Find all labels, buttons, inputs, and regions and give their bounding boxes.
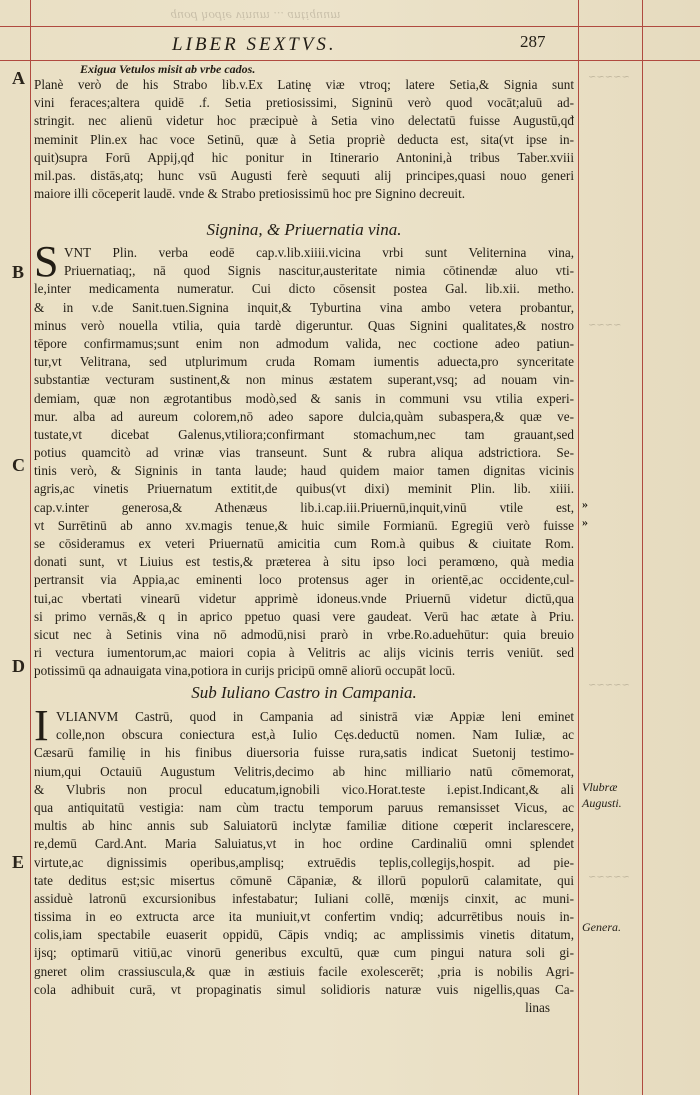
paragraph-2	[34, 237, 574, 681]
margin-note-genera: Genera.	[582, 920, 621, 934]
outer-rule	[642, 0, 643, 1095]
text-line: mur. alba ad aureum colorem,nō adeo sapore dulcia,quàm subaspera,& quæ ve-	[34, 408, 574, 424]
section-heading-signina: Signina, & Priuernatia vina.	[206, 220, 402, 239]
margin-mark: »	[582, 497, 588, 511]
running-head-title: LIBER SEXTVS.	[172, 34, 337, 55]
drop-cap-s: S	[34, 237, 59, 286]
text-line: qua antiquitatū vestigia: nam cùm tractu temporum paruus remansisset Vicus, ac	[34, 799, 574, 815]
page-number: 287	[520, 32, 546, 51]
text-line: tur,vt Velitrana, sed utplurimum cruda Romam iumentis aduecta,pro synceritate	[34, 354, 574, 370]
drop-cap-i: I	[34, 701, 49, 750]
text-line: colle,non obscura coniectura est,à Iulio Cęs.deductū nomen. Nam Iuliæ, ac	[56, 727, 574, 743]
show-through-mark: ~~~~~	[588, 72, 630, 83]
header-rule	[0, 60, 700, 61]
text-line: nium,qui Octauiū Augustum Velitris,decimo ab hinc milliario natū cōmemorat,	[34, 763, 574, 779]
text-line: agris,ac vinetis Priuernatum extitit,de quibus(vt dixi) meminit Plin. lib. xiiii.	[34, 481, 574, 497]
text-line: tinis verò, & Signinis in tanta laude; haud quidem maior tamen dignitas vicinis	[34, 463, 574, 479]
text-line: cola adhibuit curā, vt propaginatis simul solidioris naturæ vuis nigellis,quas Ca-	[34, 981, 574, 997]
margin-letter-d: D	[12, 656, 25, 676]
running-head	[150, 34, 670, 60]
text-line: cap.v.inter generosa,& Athenæus lib.i.cap.iii.Priuernū,inquit,vinū vtile est,	[34, 499, 574, 515]
text-line: minus verò nouella vtilia, quia tardè digeruntur. Quas Signini qualitates,& nostro	[34, 317, 574, 333]
text-line: & Vlubris non procul educatum,ignobili vico.Horat.teste i.epist.Indicant,& ali	[34, 781, 574, 797]
text-line: & in v.de Sanit.tuen.Signina inquit,& Tyburtina vina ambo vetera probantur,	[34, 299, 574, 315]
text-line: tēpore confirmamus;sunt enim non admodum valida, nec coctione adeo patiun-	[34, 335, 574, 351]
text-line: donati sunt, vt Liuius est testis,& præterea à situ ipso loci peramœno, quà media	[34, 554, 574, 570]
text-line: re,demū Card.Ant. Maria Saluiatus,vt in hoc ordine Cardinaliū omni splendet	[34, 836, 574, 852]
catchword: linas	[525, 1000, 550, 1015]
margin-letter-c: C	[12, 455, 25, 475]
margin-letter-e: E	[12, 852, 25, 872]
text-line: vini feraces;altera quidē .f. Setia pretiosissimi, Signinū verò quod vocāt;aluū ad-	[34, 95, 574, 111]
text-line: Planè verò de his Strabo lib.v.Ex Latinę viæ vtroq; latere Setia,& Signia sunt	[34, 77, 574, 92]
text-line: le,inter medicamenta numeratur. Cui dicto cōsensit postea Gal. lib.xii. metho.	[34, 281, 574, 297]
text-line: se cōsideramus ex veteri Priuernatū amicitia cum Rom.à quibus & ciuitate Rom.	[34, 536, 574, 551]
text-line: virtute,ac dignissimis operibus,amplisq; extruēdis teplis,collegijs,hospit. ad pie-	[34, 854, 574, 870]
text-line: sicut nec à Setinis vina nō admodū,nisi prarò in vrbe.Ro.aduehūtur: quia breuio	[34, 626, 574, 642]
text-line: Priuernatiaq;, nā quod Signis nascitur,austeritate nimia cōtinendæ aluo vti-	[64, 263, 574, 279]
text-line: ijsq; optimarū vitiū,ac vinorū generibus excultū, quæ cum pingui natura soli gi-	[34, 945, 574, 961]
paragraph-3	[34, 701, 574, 1017]
text-line: tui,ac vbertati vinearū videtur apprimè idoneus.vnde Priuernū videtur dictū,qua	[34, 590, 574, 606]
text-line: vt Surrētinū ab anno xv.magis tenue,& huic simile Formianū. Egregiū verò fuisse	[34, 517, 574, 533]
paragraph-1	[34, 76, 574, 203]
text-line: demiam, quæ non ægrotantibus modò,sed & sanis in communi vsu vtilia experi-	[34, 390, 574, 406]
margin-letter-a: A	[12, 68, 25, 88]
text-line: meminit Plin.ex hac voce Setinū, quæ à Setia propriè deducta est, sita(vt ipse in-	[34, 131, 574, 147]
text-line: potissimū qa adnauigata vina,potiora in curijs pricipū omnē aliorū occupāt locū.	[34, 663, 456, 679]
text-line: tustate,vt dicebat Galenus,vtiliora;confirmant stomachum,nec tam grauant,sed	[34, 426, 574, 442]
text-line: colis,iam spectabile euaserit oppidū, Cāpis vndiq; ac amplissimis vinetis ditatum,	[34, 927, 574, 943]
show-through-mark: ~~~~~	[588, 872, 630, 883]
text-line: potius quamcitò ad vrinæ vias transeunt. Sunt & rubra aliqua adstrictiora. Se-	[34, 445, 574, 461]
header-rule-top	[0, 26, 700, 27]
text-line: VNT Plin. verba eodē cap.v.lib.xiiii.vicina vrbi sunt Veliternina vina,	[64, 245, 574, 260]
margin-note-vlubrae: Vlubræ	[582, 780, 618, 794]
text-line: mil.pas. distās,atq; hunc vsū Augusti ferè sequuti alij principes,quasi nouo generi	[34, 167, 574, 183]
show-through-mark: ~~~~	[588, 320, 622, 331]
text-line: substantiæ vecturam sustinent,& non minus æstatem superant,vsq; ad nouam vin-	[34, 372, 574, 388]
text-line: stringit. nec alienū videtur hoc præcipuè à Setia vino delectatū fuisse Augustū,qđ	[34, 113, 574, 129]
right-text-rule	[578, 0, 579, 1095]
text-line: tissima in eo extructa arce ita muniuit,vt confertim vndiq; adcurrētibus nouis in-	[34, 909, 574, 925]
text-line: pertransit via Appia,ac eminenti loco protensus ager in orientē,ac occidente,cul-	[34, 572, 574, 588]
show-through-text: quod hodie vinum ... antiquum	[170, 9, 341, 22]
margin-letter-b: B	[12, 262, 25, 282]
verse-caption: Exigua Vetulos misit ab vrbe cados.	[80, 62, 256, 76]
section-heading-iuliano: Sub Iuliano Castro in Campania.	[191, 683, 417, 702]
text-line: tate deditus est;sic misertus cōmunē Cāpaniæ, & illorū populorū calamitate, qui	[34, 872, 574, 888]
text-line: quit)supra Forū Appij,qđ hic ponitur in Itinerario Antonini,à tribus Taber.xviii	[34, 149, 574, 165]
left-margin-rule	[30, 0, 31, 1095]
show-through-mark: ~~~~~	[588, 680, 630, 691]
text-line: Cæsarū familię in his finibus diuersoria fuisse rura,satis indicat Suetonij testimo-	[34, 745, 574, 761]
margin-mark: »	[582, 515, 588, 529]
text-line: si primo vernās,& q in aprico ppetuo quasi vere gaudeat. Verū hac ætate à Priu.	[34, 608, 574, 624]
text-line: gneret olim crassiuscula,& quæ in æstiuis facile exolescerēt; ,pria is nobilis Agri-	[34, 963, 574, 979]
text-line: ri vectura iumentorum,ac maiori copia à Velitris ac alijs vicinis terris veniūt. sed	[34, 645, 574, 661]
margin-note-augusti: Augusti.	[582, 796, 622, 810]
text-line: assiduè latronū excursionibus infestabatur; Iuliani collē, mœnijs cinxit, ac muni-	[34, 890, 574, 906]
text-line: maiore illi cōceperit laudē. vnde & Strabo pretiosissimū hoc pre Signino decreuit.	[34, 186, 466, 202]
text-line: multis ab hinc annis sub Saluiatorū inclytæ familiæ ditione cœperit inclarescere,	[34, 818, 574, 834]
text-line: VLIANVM Castrū, quod in Campania ad sinistrā viæ Appiæ leni eminet	[56, 709, 574, 724]
